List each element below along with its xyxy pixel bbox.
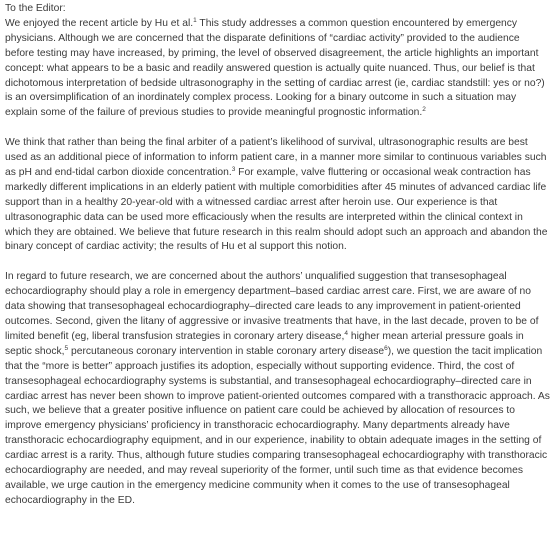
salutation: To the Editor:: [5, 3, 66, 14]
reference-marker: 4: [344, 329, 349, 337]
paragraph-text: ), we question the tacit implication that the “more is better” approach justifies its adoption, especially without supporting evidence. Third, the cost of transesophageal echocardiography systems is substantial, and transesophageal echocardiography–directed care in cardiac arrest has never been shown to improve patient-oriented outcomes compared with a transthoracic approach. As such, we believe that a greater positive influence on patient care could be achieved by allocation of resources to improve emergency physicians’ proficiency in transthoracic echocardiography. Many departments already have transthoracic echocardiography equipment, and in our experience, inability to obtain adequate images in the setting of cardiac arrest is a rarity. Thus, although future studies comparing transesophageal echocardiography with transthoracic echocardiography are needed, and may reveal superiority of the former, until such time as that evidence becomes available, we urge caution in the emergency medicine community when it comes to the use of transesophageal echocardiography in the ED.: [5, 345, 550, 506]
paragraph-text: higher mean arterial pressure goals in septic shock,: [5, 330, 524, 357]
reference-marker: 1: [193, 16, 197, 24]
paragraph: [5, 136, 551, 255]
paragraph-text: We think that rather than being the final arbiter of a patient’s likelihood of survival, ultrasonographic results are best used as an additional piece of information to inform patient care, in a manner more similar to continuous variables such as pH and end-tidal carbon dioxide concentration.: [5, 137, 547, 178]
paragraph-text: For example, valve fluttering or occasional weak contraction has markedly different implications in an elderly patient with multiple comorbidities after 45 minutes of advanced cardiac life support than in a healthy 20-year-old with a witnessed cardiac arrest after heroin use. Our experience is that ultrasonographic data can be used more efficaciously when the results are interpreted within the clinical context in which they are obtained. We believe that future research in this realm should adopt such an approach and abandon the binary concept of cardiac activity; the results of Hu et al support this notion.: [5, 166, 548, 253]
paragraph: [5, 270, 551, 509]
reference-marker: 5: [64, 344, 69, 352]
reference-marker: 3: [231, 165, 236, 173]
reference-marker: 2: [422, 106, 426, 114]
paragraph: [5, 17, 551, 121]
reference-marker: 6: [384, 344, 388, 352]
paragraph-text: In regard to future research, we are concerned about the authors’ unqualified suggestion that transesophageal echocardiography should play a role in emergency department–based cardiac arrest care. First, we are aware of no data showing that transesophageal echocardiography–directed care leads to any improvement in patient-oriented outcomes. Second, given the litany of aggressive or invasive treatments that have, in the last decade, proven to be of limited benefit (eg, liberal transfusion strategies in coronary artery disease,: [5, 271, 539, 342]
paragraph-text: This study addresses a common question encountered by emergency physicians. Although we are concerned that the disparate definitions of “cardiac activity” provided to the audience before testing may have increased, by priming, the level of observed disagreement, the article highlights an important concept: what appears to be a basic and readily answered question is actually quite nuanced. Thus, our belief is that dichotomous interpretation of bedside ultrasonography in the setting of cardiac arrest (ie, cardiac standstill: yes or no?) is an oversimplification of an inordinately complex process. Looking for a binary outcome in such a situation may explain some of the failure of previous studies to provide meaningful prognostic information.: [5, 17, 545, 119]
paragraph-text: percutaneous coronary intervention in stable coronary artery disease: [68, 345, 385, 357]
paragraph-text: We enjoyed the recent article by Hu et al.: [5, 17, 194, 29]
letter-paragraphs: [5, 17, 551, 509]
